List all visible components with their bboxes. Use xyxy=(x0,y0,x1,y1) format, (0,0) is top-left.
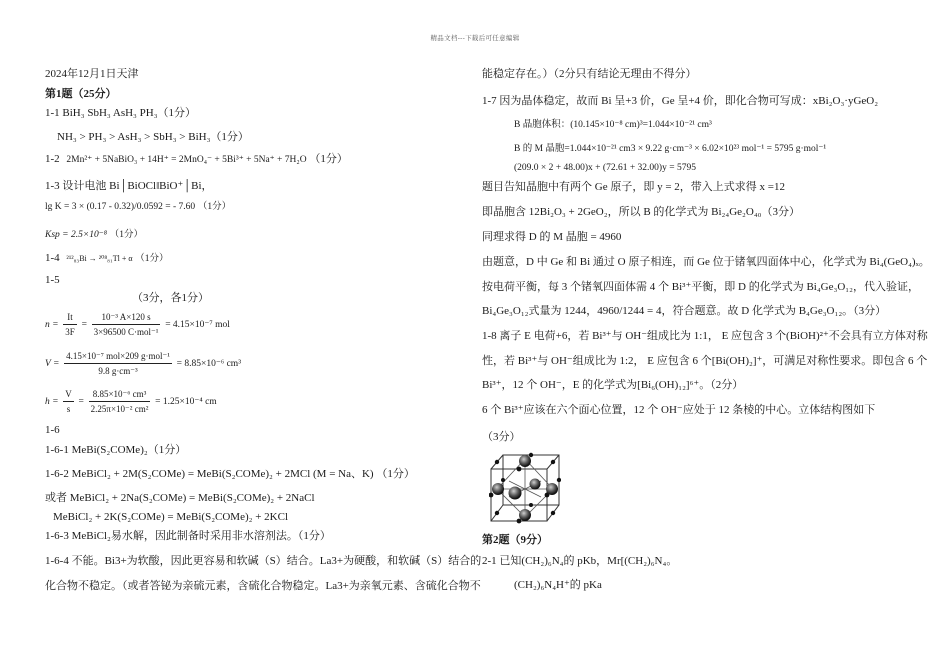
answer-label: 1-2 xyxy=(45,153,60,165)
equation-decay: ²¹²₈₃Bi → ²⁰⁸₈₁Tl + α xyxy=(66,254,133,263)
answer-1-6-4-line2: 化合物不稳定。（或者答铋为亲硫元素，含硫化合物稳定。La3+为亲氧元素、含硫化合物不 xyxy=(45,580,481,592)
answer-1-6-2-alt1: 或者 MeBiCl₂ + 2Na(S₂COMe) = MeBi(S₂COMe)₂ + 2NaCl xyxy=(45,492,315,504)
structure-d-line2: 按电荷平衡，每 3 个锗氧四面体需 4 个 Bi³⁺平衡，即 D 的化学式为 Bi₄Ge₃O₁₂，代入验证， xyxy=(482,281,919,293)
fraction: $\frac{\text{8.85×10⁻⁶ cm³}}{\text{2.25π×10⁻² cm²}}$ xyxy=(90,389,149,414)
fraction: $\frac{It}{3F}$ xyxy=(65,312,75,337)
answer-1-6-2: 1-6-2 MeBiCl₂ + 2M(S₂COMe) = MeBi(S₂COMe)₂ + 2MCl (M = Na、K) （1分） xyxy=(45,468,415,480)
answer-1-6-2-alt2: MeBiCl₂ + 2K(S₂COMe) = MeBi(S₂COMe)₂ + 2KCl xyxy=(53,511,289,523)
answer-1-3: 1-3 设计电池 Bi│BiOCl‖BiO⁺│Bi， xyxy=(45,180,213,192)
formula-b-line: 即晶胞含 12Bi₂O₃ + 2GeO₂，所以 B 的化学式为 Bi₂₄Ge₂O₄₀（3分） xyxy=(482,206,800,218)
eq-lhs: V = xyxy=(45,358,60,369)
eq-lhs: h = xyxy=(45,396,59,407)
answer-1-5-label: 1-5 xyxy=(45,274,60,286)
fraction: $\frac{V}{s}$ xyxy=(65,389,72,414)
score: （1分） xyxy=(309,153,348,165)
fraction: $\frac{\text{4.15×10⁻⁷ mol×209 g·mol⁻¹}}{\text{9.8 g·cm⁻³}}$ xyxy=(66,351,170,376)
answer-1-7: 1-7 因为晶体稳定，故而 Bi 呈+3 价，Ge 呈+4 价，即化合物可写成：xBi₂O₃·yGeO₂ xyxy=(482,95,879,107)
answer-1-8-line2: 性，若 Bi³⁺与 OH⁻组成比为 1:2， E 应包含 6 个[Bi(OH)₂]⁺，可满足对称性要求。即包含 6 个 xyxy=(482,355,928,367)
answer-1-6-4-line3: 能稳定存在。）（2分只有结论无理由不得分） xyxy=(482,68,697,80)
answer-1-1-order: NH₃ > PH₃ > AsH₃ > SbH₃ > BiH₃（1分） xyxy=(57,131,249,143)
date-line: 2024年12月1日天津 xyxy=(45,68,139,80)
question-2-title: 第2题（9分） xyxy=(482,534,548,546)
answer-label: 1-4 xyxy=(45,252,60,264)
answer-1-6-4-line1: 1-6-4 不能。Bi3+为软酸，因此更容易和软碱（S）结合。La3+为硬酸，和软碱（S）结合的 xyxy=(45,555,482,567)
eq-rhs: = 4.15×10⁻⁷ mol xyxy=(165,319,230,330)
answer-1-2 xyxy=(45,152,348,167)
answer-1-3-equation xyxy=(45,199,231,214)
answer-1-3-ksp xyxy=(45,227,143,242)
answer-1-8-line1: 1-8 离子 E 电荷+6，若 Bi³⁺与 OH⁻组成比为 1:1， E 应包含 3 个(BiOH)²⁺不会具有立方体对称 xyxy=(482,330,928,342)
eq-rhs: = 8.85×10⁻⁶ cm³ xyxy=(176,358,242,369)
answer-1-8-score: （3分） xyxy=(482,431,521,443)
structure-d-line3: Bi₄Ge₃O₁₂式量为 1244，4960/1244 = 4，符合题意。故 D 化学式为 B₄Ge₃O₁₂。（3分） xyxy=(482,305,887,317)
question-1-title: 第1题（25分） xyxy=(45,88,117,100)
molar-mass-d: 同理求得 D 的 M 晶胞 = 4960 xyxy=(482,231,622,243)
answer-1-1: 1-1 BiH₃ SbH₃ AsH₃ PH₃（1分） xyxy=(45,107,197,119)
eq-lhs: n = xyxy=(45,319,59,330)
equation-ksp: Ksp = 2.5×10⁻⁸ xyxy=(45,230,108,240)
equation-n: n = $\frac{It}{3F}$ = $\frac{\text{10⁻³ A×120 s}}{\text{3×96500 C·mol⁻¹}}$ = 4.15×10⁻⁷ mol xyxy=(45,312,230,337)
answer-1-5-score: （3分，各1分） xyxy=(132,292,209,304)
eq-rhs: = 1.25×10⁻⁴ cm xyxy=(155,396,217,407)
score: （1分） xyxy=(197,202,232,212)
answer-2-1-pka: (CH₂)₆N₄H⁺的 pKa xyxy=(514,579,602,591)
structure-d-line1: 由题意，D 中 Ge 和 Bi 通过 O 原子相连，而 Ge 位于锗氧四面体中心，化学式为 Bi₄(GeO₄)ₓ。 xyxy=(482,256,930,268)
equation-lgk: lg K = 3 × (0.17 - 0.32)/0.0592 = - 7.60 xyxy=(45,202,196,212)
molar-mass-b: B 的 M 晶胞=1.044×10⁻²¹ cm3 × 9.22 g·cm⁻³ × 6.02×10²³ mol⁻¹ = 5795 g·mol⁻¹ xyxy=(514,144,827,154)
score: （1分） xyxy=(135,254,169,264)
answer-1-4 xyxy=(45,251,169,266)
fraction: $\frac{\text{10⁻³ A×120 s}}{\text{3×96500 C·mol⁻¹}}$ xyxy=(93,312,159,337)
mass-equation: (209.0 × 2 + 48.00)x + (72.61 + 32.00)y = 5795 xyxy=(514,163,696,173)
cube-structure-image xyxy=(489,451,561,526)
ge-count-line: 题目告知晶胞中有两个 Ge 原子，即 y = 2，带入上式求得 x =12 xyxy=(482,181,785,193)
answer-1-6-1: 1-6-1 MeBi(S₂COMe)₂（1分） xyxy=(45,444,187,456)
answer-1-6-3: 1-6-3 MeBiCl₂易水解，因此制备时采用非水溶剂法。（1分） xyxy=(45,530,331,542)
answer-1-8-line4: 6 个 Bi³⁺应该在六个面心位置，12 个 OH⁻应处于 12 条棱的中心。立体结构图如下 xyxy=(482,404,876,416)
page-header: 精品文档---下载后可任意编辑 xyxy=(430,35,520,42)
answer-2-1: 2-1 已知(CH₂)₆N₄的 pKb，Mr[(CH₂)₆N₄。 xyxy=(482,555,678,567)
score: （1分） xyxy=(109,230,144,240)
cell-volume: B 晶胞体积：(10.145×10⁻⁸ cm)³=1.044×10⁻²¹ cm³ xyxy=(514,120,712,130)
equation-v xyxy=(45,349,241,378)
equation-1-2: 2Mn²⁺ + 5NaBiO₃ + 14H⁺ = 2MnO₄⁻ + 5Bi³⁺ + 5Na⁺ + 7H₂O xyxy=(66,155,307,165)
answer-1-8-line3: Bi³⁺，12 个 OH⁻，E 的化学式为[Bi₆(OH)₁₂]⁶⁺。（2分） xyxy=(482,379,744,391)
answer-1-6: 1-6 xyxy=(45,424,60,436)
cluster-structure-figure xyxy=(489,451,561,526)
equation-h: h = $\frac{V}{s}$ = $\frac{\text{8.85×10⁻⁶ cm³}}{\text{2.25π×10⁻² cm²}}$ = 1.25×10⁻⁴ cm xyxy=(45,389,217,414)
